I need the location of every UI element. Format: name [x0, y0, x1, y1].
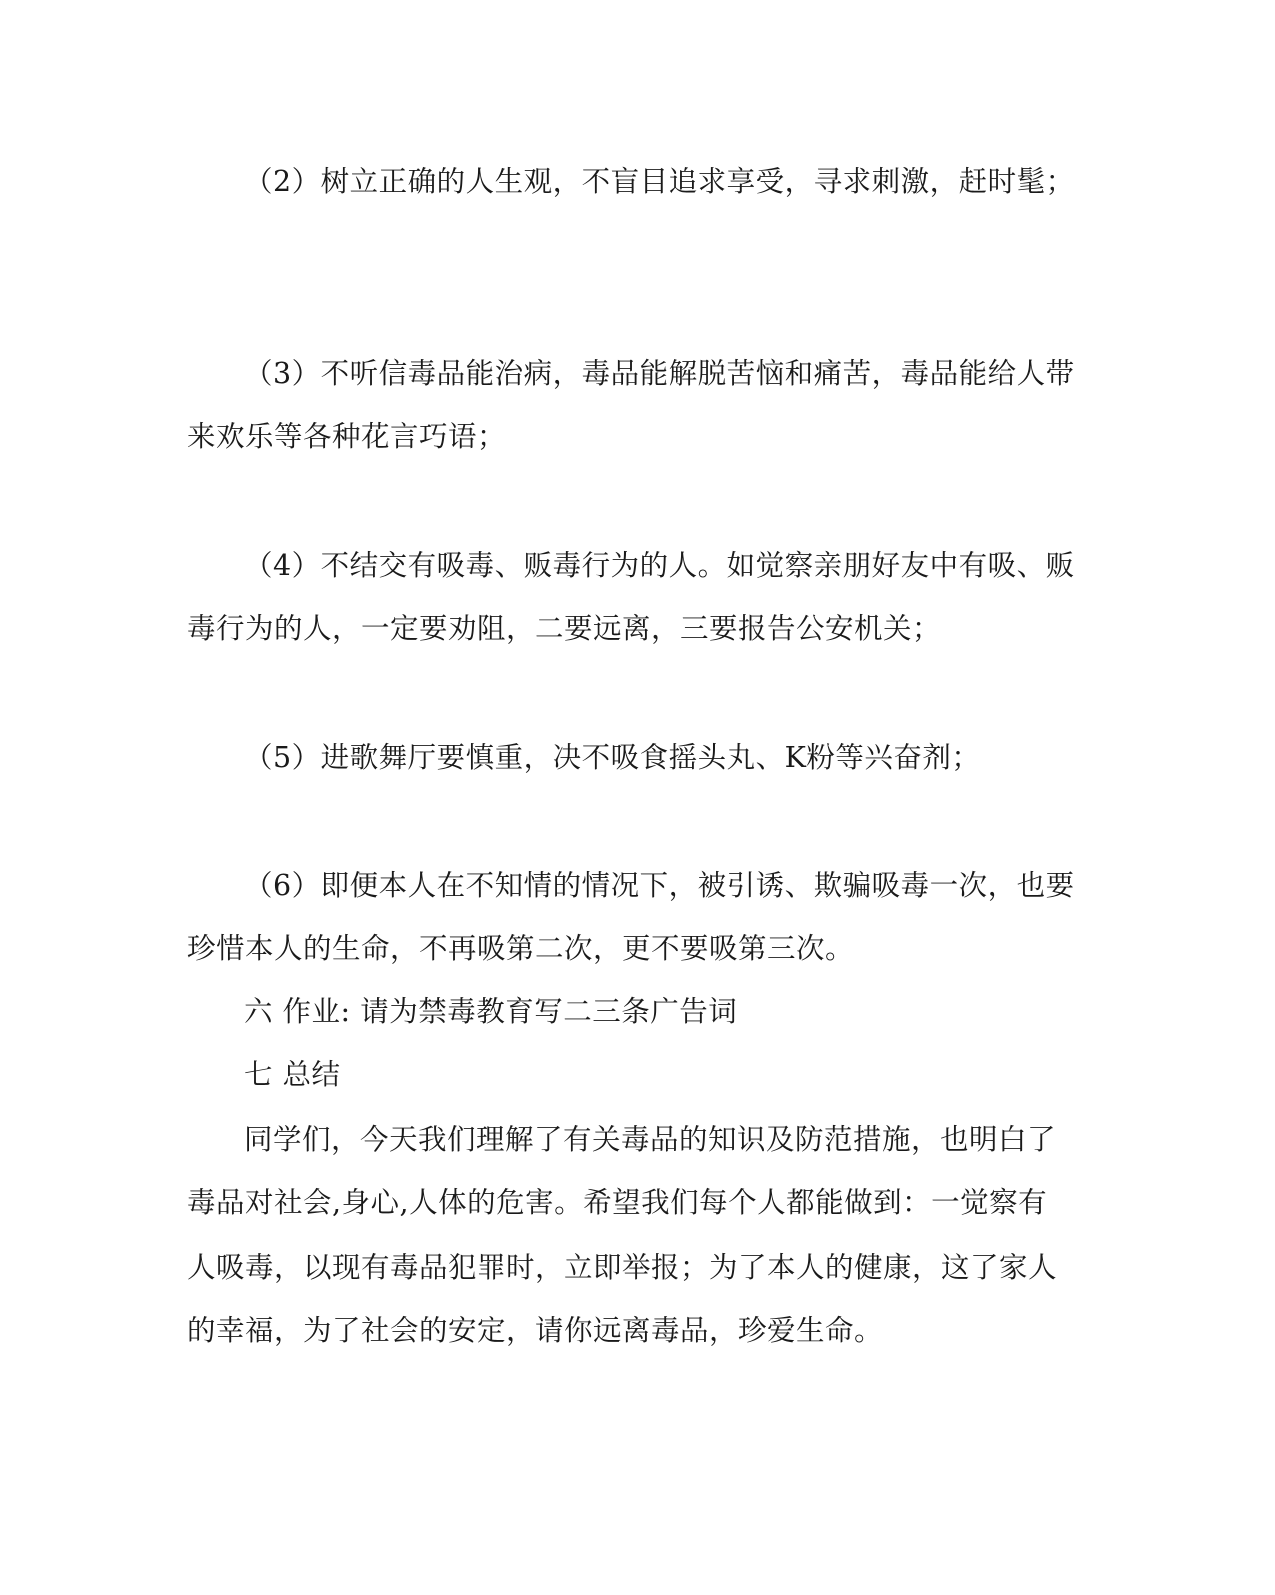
summary-line-3: 人吸毒，以现有毒品犯罪时，立即举报；为了本人的健康，这了家人 [187, 1251, 1058, 1284]
item-2-line-1: （2）树立正确的人生观，不盲目追求享受，寻求刺激，赶时髦； [244, 165, 1075, 198]
summary-line-2: 毒品对社会,身心,人体的危害。希望我们每个人都能做到：一觉察有 [187, 1186, 1048, 1219]
section-7-heading: 七 总结 [244, 1058, 341, 1091]
section-6-heading: 六 作业: 请为禁毒教育写二三条广告词 [244, 995, 738, 1028]
item-6-line-2: 珍惜本人的生命，不再吸第二次，更不要吸第三次。 [187, 932, 855, 965]
summary-line-4: 的幸福，为了社会的安定，请你远离毒品，珍爱生命。 [187, 1314, 884, 1347]
item-4-line-2: 毒行为的人，一定要劝阻，二要远离，三要报告公安机关； [187, 612, 942, 645]
item-6-line-1: （6）即便本人在不知情的情况下，被引诱、欺骗吸毒一次，也要 [244, 869, 1075, 902]
item-3-line-1: （3）不听信毒品能治病，毒品能解脱苦恼和痛苦，毒品能给人带 [244, 357, 1075, 390]
item-4-line-1: （4）不结交有吸毒、贩毒行为的人。如觉察亲朋好友中有吸、贩 [244, 549, 1075, 582]
summary-line-1: 同学们，今天我们理解了有关毒品的知识及防范措施，也明白了 [244, 1123, 1057, 1156]
item-3-line-2: 来欢乐等各种花言巧语； [187, 420, 507, 453]
item-5-line-1: （5）进歌舞厅要慎重，决不吸食摇头丸、K粉等兴奋剂； [244, 741, 981, 774]
